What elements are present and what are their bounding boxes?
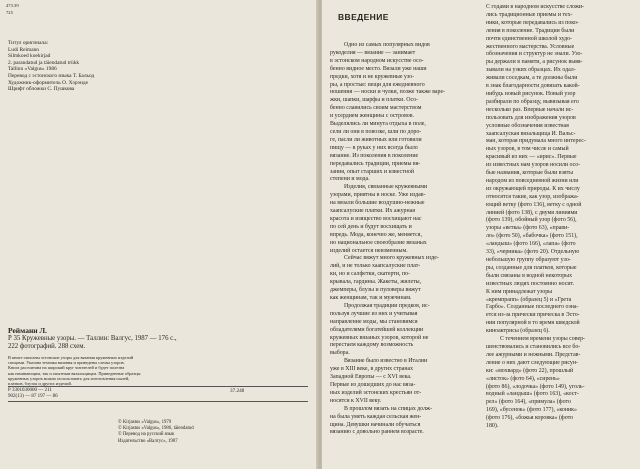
annotation-line: спицами. Указана техника вязания и приведены схемы узоров.	[8, 360, 125, 366]
body-text-line: (фото 176), «божья коровка» (фото	[486, 415, 574, 422]
divider-line-2	[8, 401, 308, 402]
body-text-line: Изделия, связанные кружевными	[344, 184, 428, 191]
body-text-line: и усердием женщины с островов.	[330, 113, 415, 120]
body-text-line: зывали на узких образцах. Их одал-	[486, 67, 576, 74]
annotation-line: как начинающим, так и опытным вязальщицам. Приведенные образцы	[8, 370, 141, 376]
body-text-line: обозначения и структур не знали. Узо-	[486, 51, 583, 58]
body-text-line: разбирали по образцу, вывязывая его	[486, 98, 579, 105]
body-text-line: 169), «бусенок» (фото 177), «коник»	[486, 407, 577, 414]
body-text-line: линией (фото 138), с двумя линиями	[486, 209, 578, 216]
body-text-line: зания, опыт старших и известной	[330, 168, 414, 175]
body-text-line: условные обозначения известная	[486, 122, 569, 129]
body-text-line: кружевных вязаных узоров, которой не	[330, 334, 429, 341]
body-text-line: были связаны в водной некоторых	[486, 272, 573, 279]
body-text-line: жественного мастерства. Условные	[486, 43, 575, 50]
body-text-line: на была уметь каждая сельская жен-	[330, 413, 422, 420]
body-text-line: вязание. Из поколения в поколение	[330, 152, 419, 159]
body-text-line: предки, хотя и не кружевные узо-	[330, 73, 415, 80]
body-text-line: киноактрисы (образец 6).	[486, 328, 550, 335]
annotation-line: платков, блузок и других изделий.	[8, 381, 72, 387]
body-text-line: ры, созданные для платков, которые	[486, 264, 577, 271]
body-text-line: лее ажурными и нежными. Представ-	[486, 351, 581, 358]
body-text-line: из известных нам узоров носили осо-	[486, 162, 581, 169]
body-text-line: из окружающей природы. К их числу	[486, 185, 580, 192]
body-text-line: народом из повседневной жизни или	[486, 177, 579, 184]
body-text-line: узоры «ветка» (фото 63), «прави-	[486, 225, 570, 232]
body-text-line: красота и изящество восхищают нас	[330, 215, 422, 222]
body-text-line: Одно из самых популярных видов	[344, 42, 430, 48]
body-text-line: узорами, приятны в носке. Уже издав-	[330, 192, 426, 199]
code-line: 902(13) — 87 197 — 86	[8, 394, 58, 400]
body-text-line: ки, но и салфетки, скатерти, по-	[330, 271, 411, 278]
code-line: Р 3301030000 — 211	[8, 388, 52, 393]
copyright-line: Издательство «Валгус», 1987	[118, 438, 178, 444]
body-text-line: Западной Европы — с XVI века.	[330, 374, 412, 381]
body-text-line: щина. Девушки начинали обучаться	[330, 421, 421, 428]
body-text-line: ры, а простые: вещи для ежедневного	[330, 81, 425, 88]
body-text-line: ло» (фото 50), «бабочка» (фото 151),	[486, 233, 578, 240]
body-text-line: пользовать для изображения узоров	[486, 114, 576, 121]
udc-code: 37.248	[230, 388, 245, 394]
body-text-line: (фото 139), обойный узор (фото 56),	[486, 217, 577, 224]
author-name: Рейманн Л.	[8, 326, 47, 335]
body-text-line: впредь. Мода, конечно же, меняется,	[330, 231, 422, 238]
body-text-line: нибудь новый рисунок. Новый узор	[486, 90, 576, 97]
body-text-line: но национальное своеобразие вязаных	[330, 239, 427, 246]
body-text-line: рел» (фото 164), «примула» (фото	[486, 399, 571, 406]
body-text-line: ных узоров, в том числе и самый	[486, 146, 569, 153]
body-text-line: в эстонском народном искусстве осо-	[330, 57, 424, 64]
body-text-line: хаапсалуские платки. Их ажурная	[330, 208, 415, 215]
body-text-line: пищу — в руках у них всегда было	[330, 144, 418, 151]
body-text-line: несколько раз. Впервые начали ис-	[486, 106, 574, 113]
body-text-line: «ландыш» (фото 166), «лапа» (фото	[486, 241, 576, 248]
body-text-line: Первые из дошедших до нас вяза-	[330, 381, 416, 388]
body-text-line: Продолжая традиции предков, ис-	[344, 302, 430, 309]
body-text-line: В прошлом вязать на спицах долж-	[344, 405, 433, 412]
annotation-block	[8, 355, 158, 386]
imprint-block	[8, 40, 218, 93]
body-text-line: ется из-за прически прическа в Эсто-	[486, 312, 580, 319]
imprint-line: Tallinn «Valgus» 1986	[8, 66, 57, 73]
body-text-line: известных людях постоянно носит.	[486, 280, 575, 287]
body-text-line: выбора.	[330, 350, 350, 357]
copyright-line: © Kirjastus «Valgus», 1979	[118, 420, 172, 425]
body-text-line: по сей день и будут восхищать и	[330, 223, 412, 230]
body-text-line: нии популярной в то время шведской	[486, 320, 580, 327]
body-text-line: передавались традиции, приемы вя-	[330, 160, 421, 167]
body-text-line: ление о них дают следующие рисун-	[486, 359, 578, 366]
body-text-line: «листок» (фото 64), «сирень»	[486, 375, 560, 382]
body-text-line: хаапсалуская вязальщица И. Вальс-	[486, 130, 576, 137]
body-text-line: ман, которая придумала много интерес-	[486, 138, 586, 145]
body-text-line: перестаем каждому возможность	[330, 342, 414, 349]
imprint-line: 2. parandatud ja täiendatud trükk	[8, 59, 80, 66]
body-text-line: С годами в народном искусстве сложи-	[486, 4, 584, 10]
body-text-line: бенно славились своим мастерством	[330, 105, 422, 112]
body-text-line: уже в XIII веке, в других странах	[330, 366, 414, 373]
imprint-line: Перевод с эстонского языка Т. Бальод	[8, 72, 95, 79]
body-text-line: ления в поколение. Традиции были	[486, 27, 575, 34]
body-text-line: Сейчас вяжут много кружевных изде-	[344, 255, 439, 262]
classification-codes	[8, 388, 308, 401]
text-column-1	[330, 42, 445, 437]
body-text-line: «кремпрапп» (образец 5) и «Грета	[486, 296, 572, 303]
body-text-line: 180).	[486, 423, 499, 430]
body-text-line: небольшую группу образуют узо-	[486, 257, 571, 263]
body-text-line: ношения — носки и чулки, позже также варе-	[330, 89, 446, 96]
body-text-line: Вязание было известно в Италии	[344, 358, 428, 365]
body-text-line: лий, и не только хаапсалуские плат-	[330, 263, 421, 270]
body-text-line: пользуя лучшие из них и учитывая	[330, 310, 418, 317]
bibliographic-entry	[8, 335, 308, 352]
top-code-2: 725	[6, 10, 13, 15]
body-text-line: джемперы, блузы и пуловеры вяжут	[330, 287, 421, 294]
body-text-line: относятся такие, как узор, изобража-	[486, 193, 579, 200]
body-text-line: обладателями богатейшей коллекции	[330, 326, 424, 333]
body-text-line: почти единственной школой худо-	[486, 35, 573, 42]
body-text-line: (фото 86), «лодочка» (фото 149), уголь-	[486, 383, 585, 390]
copyright-line: © Перевод на русский язык	[118, 432, 175, 438]
body-text-line: лись традиционные приемы и тех-	[486, 11, 573, 18]
annotation-line: В книге описаны эстонские узоры для вязания кружевных изделий	[8, 355, 134, 360]
body-text-line: ники, которые передавались из поко-	[486, 19, 579, 26]
body-text-line: живали соседкам, а те должны были	[486, 75, 578, 82]
bib-line: 222 фотографий. 288 схем.	[8, 343, 86, 351]
body-text-line: в знак благодарности довязать какой-	[486, 83, 580, 90]
body-text-line: сели ли они в повозке, шли по доро-	[330, 128, 422, 135]
annotation-line: Книга рассчитана на широкий круг читателей и будет полезна	[8, 365, 125, 371]
copyright-line: © Kirjastus «Valgus», 1986, täiendatud	[118, 426, 194, 432]
body-text-line: ных изделий эстонских крестьян от-	[330, 389, 422, 396]
body-text-line: как женщинам, так и мужчинам.	[330, 295, 412, 301]
copyright-block	[118, 420, 308, 445]
body-text-line: Выделялись ли минута отдыха в поле,	[330, 121, 426, 128]
imprint-line: Ludi Reimann	[8, 46, 39, 53]
body-text-line: направление моды, мы становимся	[330, 318, 418, 325]
body-text-line: носятся к XVII веку.	[330, 397, 382, 404]
body-text-line: Гарбо». Созданные последнего озна-	[486, 304, 579, 311]
right-page	[322, 0, 640, 469]
imprint-line: Художник-оформитель О. Хэрэнде	[8, 79, 88, 86]
top-code-1: 473.39	[6, 3, 19, 8]
body-text-line: на вязали большие воздушно-нежные	[330, 200, 425, 207]
body-text-line: ющий ветку (фото 136), ветку с одной	[486, 201, 582, 208]
body-text-line: ры держали в памяти, а рисунок вывя-	[486, 59, 583, 66]
text-column-2	[486, 4, 586, 431]
body-text-line: бенно видное место. Вязали уже наши	[330, 65, 427, 72]
body-text-line: С течением времени узоры совер-	[500, 336, 585, 343]
body-text-line: шенствовались и становились все бо-	[486, 343, 581, 350]
body-text-line: ки: «мохвард» (фото 22), прошлый	[486, 367, 574, 374]
body-text-line: ге, пасли ли животных или готовили	[330, 136, 422, 143]
body-text-line: К ним принадлежат узоры	[486, 288, 553, 295]
body-text-line: рукоделия — вязание — занимает	[330, 49, 416, 56]
body-text-line: водный «ландыш» (фото 163), «кост-	[486, 391, 579, 398]
left-page	[0, 0, 318, 469]
body-text-line: жки, шапки, шарфы и платки. Осо-	[330, 97, 419, 104]
imprint-line: Титул оригинала:	[8, 40, 49, 46]
annotation-line: кружевных узоров можно использовать для изготовления шалей,	[8, 375, 130, 381]
body-text-line: степени и мода.	[330, 176, 370, 183]
imprint-line: Silmkoed koekirjad	[8, 53, 51, 60]
body-text-line: вязанию с довольно раннем возрасте.	[330, 429, 424, 436]
divider-line	[8, 386, 308, 387]
body-text-line: крывала, гардины. Жакеты, жилеты,	[330, 279, 422, 286]
body-text-line: 33), «черника» (фото 20). Отдельную	[486, 249, 580, 256]
body-text-line: бые названия, которые были взяты	[486, 170, 574, 177]
imprint-line: Шрифт обложки С. Пушкова	[8, 86, 75, 93]
body-text-line: красивый из них — «ирис». Первые	[486, 154, 577, 161]
page-heading: ВВЕДЕНИЕ	[338, 12, 389, 22]
body-text-line: изделий остается неизменным.	[330, 247, 408, 254]
bib-line: Р 35 Кружевные узоры. — Таллин: Валгус, 1987 — 176 с.,	[8, 335, 177, 342]
